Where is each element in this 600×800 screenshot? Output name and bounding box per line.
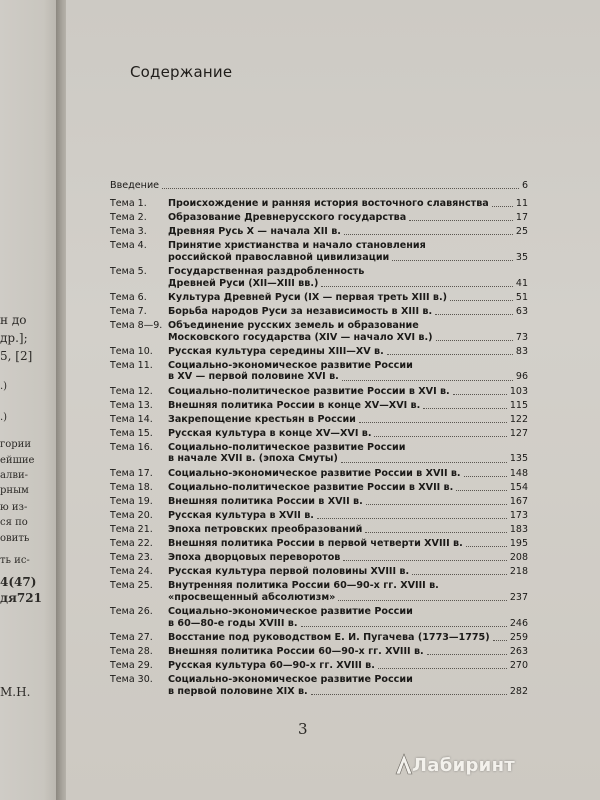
toc-entry-title: Социально-политическое развитие России (168, 441, 406, 453)
toc-entry-title: «просвещенный абсолютизм» (168, 591, 336, 603)
toc-entry-title: Социально-экономическое развитие России (168, 606, 413, 618)
toc-entry-label: Тема 24. (110, 566, 153, 578)
toc-entry-label: Тема 26. (110, 606, 153, 618)
toc-entry-label: Тема 6. (110, 291, 147, 303)
labirint-logo-icon (394, 752, 414, 776)
toc-entry-page: 96 (515, 371, 528, 383)
toc-entry-label: Тема 18. (110, 481, 153, 493)
toc-entry-title: Введение (110, 180, 160, 191)
toc-entry-title: Московского государства (XIV — начало XVI в.) (168, 331, 433, 343)
dot-leader (412, 574, 507, 575)
dot-leader (378, 668, 507, 669)
toc-entry-page: 270 (509, 660, 528, 671)
toc-entry-page: 122 (509, 413, 528, 425)
dot-leader (344, 234, 513, 235)
toc-entry-title: Внешняя политика России в конце XV—XVI в. (168, 399, 421, 411)
dot-leader (493, 640, 507, 641)
toc-entry-page: 25 (515, 226, 528, 238)
toc-entry-title: Государственная раздробленность (168, 266, 365, 278)
contents-page (66, 0, 600, 800)
toc-entry-title: Закрепощение крестьян в России (168, 413, 356, 425)
toc-entry-title: Культура Древней Руси (IX — первая треть XIII в.) (168, 291, 448, 303)
left-page-fragment: рным (0, 485, 29, 496)
dot-leader (435, 314, 513, 315)
page-number: 3 (298, 720, 308, 738)
toc-entry-title: Объединение русских земель и образование (168, 320, 419, 331)
dot-leader (374, 436, 507, 437)
page-title: Содержание (130, 63, 233, 81)
dot-leader (466, 546, 507, 547)
toc-entry-page: 35 (515, 251, 528, 263)
left-page-fragment: ть ис- (0, 555, 30, 566)
toc-entry-page: 246 (509, 617, 528, 629)
toc-entry-page: 41 (515, 277, 528, 289)
dot-leader (387, 354, 513, 355)
toc-entry-page: 148 (509, 467, 528, 479)
toc-entry-label: Тема 23. (110, 552, 153, 564)
left-page-fragment: ю из- (0, 502, 28, 513)
toc-entry-label: Тема 8—9. (110, 320, 163, 331)
left-page-fragment: ейшие (0, 455, 35, 466)
dot-leader (343, 560, 507, 561)
toc-entry-label: Тема 7. (110, 305, 147, 317)
toc-entry-title: Борьба народов Руси за независимость в XIII в. (168, 305, 433, 317)
toc-entry-label: Тема 15. (110, 427, 153, 439)
left-page-fragment: овить (0, 533, 30, 544)
toc-entry-label: Тема 1. (110, 198, 147, 210)
toc-entry-title: Русская культура середины XIII—XV в. (168, 345, 384, 357)
left-page-fragment: .) (0, 412, 8, 423)
left-page-fragment: .) (0, 381, 8, 392)
toc-entry-label: Тема 14. (110, 413, 153, 425)
toc-entry-title: в первой половине XIX в. (168, 685, 308, 697)
toc-entry-label: Тема 17. (110, 467, 153, 479)
toc-entry-label: Тема 19. (110, 495, 153, 507)
toc-entry-label: Тема 10. (110, 345, 153, 357)
toc-entry-page: 237 (509, 591, 528, 603)
left-page-fragment: 5, [2] (0, 349, 33, 363)
toc-entry-title: Древней Руси (XII—XIII вв.) (168, 277, 319, 289)
toc-entry-label: Тема 2. (110, 212, 147, 224)
toc-entry-page: 167 (509, 495, 528, 507)
left-page-fragment: ся по (0, 517, 28, 528)
toc-entry-page: 103 (509, 385, 528, 397)
dot-leader (392, 260, 513, 261)
toc-entry-page: 63 (515, 305, 528, 317)
dot-leader (365, 532, 507, 533)
toc-entry-title: Внешняя политика России в первой четверти XVIII в. (168, 538, 463, 550)
toc-entry-page: 259 (509, 631, 528, 643)
toc-entry-title: Принятие христианства и начало становления (168, 240, 426, 252)
dot-leader (453, 394, 507, 395)
dot-leader (436, 340, 513, 341)
toc-entry-page: 183 (509, 524, 528, 535)
toc-entry-title: российской православной цивилизации (168, 251, 390, 263)
watermark-text: Лабиринт (412, 755, 516, 776)
toc-entry-title: Русская культура в XVII в. (168, 509, 314, 521)
dot-leader (301, 626, 507, 627)
toc-entry-title: Русская культура 60—90-х гг. XVIII в. (168, 660, 375, 671)
toc-entry-title: Социально-экономическое развитие России (168, 674, 413, 686)
dot-leader (492, 206, 513, 207)
toc-entry-page: 218 (509, 566, 528, 578)
left-page-fragment: М.Н. (0, 685, 31, 699)
toc-entry-label: Тема 12. (110, 385, 153, 397)
toc-entry-label: Тема 13. (110, 399, 153, 411)
toc-entry-title: в 60—80-е годы XVIII в. (168, 617, 298, 629)
dot-leader (341, 462, 507, 463)
dot-leader (366, 504, 507, 505)
dot-leader (317, 518, 507, 519)
toc-entry-label: Тема 27. (110, 631, 153, 643)
toc-entry-page: 173 (509, 509, 528, 521)
toc-entry-page: 17 (515, 212, 528, 224)
toc-entry-page: 282 (509, 685, 528, 697)
toc-entry-label: Тема 30. (110, 674, 153, 686)
left-page-fragment: н до (0, 313, 27, 327)
dot-leader (359, 422, 507, 423)
toc-entry-page: 208 (509, 552, 528, 564)
toc-entry-label: Тема 28. (110, 645, 153, 657)
toc-entry-page: 195 (509, 538, 528, 550)
toc-entry-title: Происхождение и ранняя история восточного славянства (168, 198, 489, 210)
toc-entry-label: Тема 22. (110, 538, 153, 550)
toc-entry-title: Социально-экономическое развитие России в XVII в. (168, 467, 461, 479)
toc-entry-page: 127 (509, 427, 528, 439)
toc-entry-label: Тема 4. (110, 240, 147, 252)
toc-entry-label: Тема 3. (110, 226, 147, 238)
toc-entry-label: Тема 11. (110, 359, 153, 371)
toc-entry-page: 11 (515, 198, 528, 210)
dot-leader (342, 380, 513, 381)
toc-entry-title: Социально-политическое развитие России в XVII в. (168, 481, 454, 493)
dot-leader (450, 300, 513, 301)
left-page-fragment: 4(47) (0, 575, 37, 589)
left-page-fragment: алви- (0, 470, 28, 481)
toc-entry-title: Внешняя политика России в XVII в. (168, 495, 363, 507)
dot-leader (456, 490, 507, 491)
toc-entry-title: Восстание под руководством Е. И. Пугачева (1773—1775) (168, 631, 490, 643)
toc-entry-label: Тема 25. (110, 580, 153, 592)
toc-entry-label: Тема 16. (110, 441, 153, 453)
left-page-fragment: гории (0, 439, 31, 450)
toc-entry-label: Тема 5. (110, 266, 147, 278)
toc-entry-title: Древняя Русь X — начала XII в. (168, 226, 341, 238)
left-page (0, 0, 62, 800)
toc-entry-label: Тема 21. (110, 524, 153, 535)
toc-entry-title: Социально-экономическое развитие России (168, 359, 413, 371)
toc-entry-label: Тема 20. (110, 509, 153, 521)
toc-entry-title: в начале XVII в. (эпоха Смуты) (168, 453, 338, 465)
toc-entry-page: 263 (509, 645, 528, 657)
toc-entry-page: 115 (509, 399, 528, 411)
toc-entry-title: Социально-политическое развитие России в XVI в. (168, 385, 450, 397)
left-page-fragment: др.]; (0, 331, 28, 345)
toc-entry-title: Эпоха дворцовых переворотов (168, 552, 341, 564)
left-page-fragment: дя721 (0, 591, 42, 605)
dot-leader (409, 220, 513, 221)
toc-entry-page: 154 (509, 481, 528, 493)
toc-entry-title: Русская культура первой половины XVIII в. (168, 566, 410, 578)
toc-entry-page: 51 (515, 291, 528, 303)
watermark (412, 755, 515, 776)
toc-entry-title: Внешняя политика России 60—90-х гг. XVIII в. (168, 645, 424, 657)
dot-leader (464, 476, 507, 477)
dot-leader (423, 408, 507, 409)
toc-entry-page: 6 (521, 180, 528, 191)
toc-entry-page: 83 (515, 345, 528, 357)
toc-entry-title: Русская культура в конце XV—XVI в. (168, 427, 372, 439)
toc-entry-page: 73 (515, 331, 528, 343)
dot-leader (162, 188, 519, 189)
toc-entry-title: Эпоха петровских преобразований (168, 524, 363, 535)
dot-leader (321, 286, 513, 287)
toc-entry-page: 135 (509, 453, 528, 465)
toc-entry-title: Образование Древнерусского государства (168, 212, 407, 224)
dot-leader (311, 694, 507, 695)
toc-entry-title: в XV — первой половине XVI в. (168, 371, 339, 383)
toc-entry-label: Тема 29. (110, 660, 153, 671)
dot-leader (427, 654, 507, 655)
dot-leader (338, 600, 507, 601)
toc-entry-title: Внутренняя политика России 60—90-х гг. XVIII в. (168, 580, 439, 592)
